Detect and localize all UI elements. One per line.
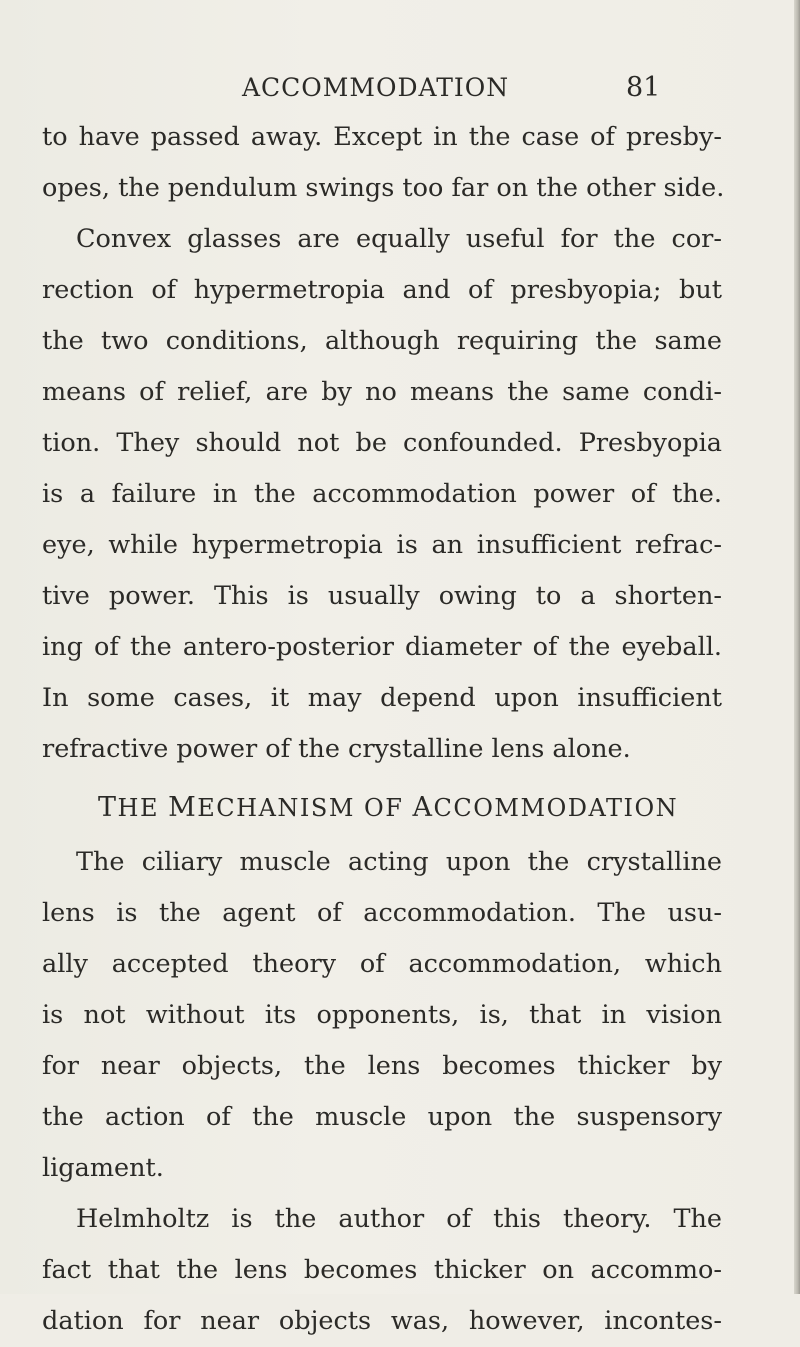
text-line: tive power. This is usually owing to a shorten- — [42, 581, 722, 611]
heading-initial: A — [412, 792, 434, 823]
running-header — [0, 70, 800, 110]
text-line: Convex glasses are equally useful for the cor- — [76, 224, 722, 254]
text-line: refractive power of the crystalline lens alone. — [42, 734, 631, 764]
heading-initial: M — [168, 792, 198, 823]
page-number: 81 — [626, 72, 661, 103]
text-line: is a failure in the accommodation power of the. — [42, 479, 722, 509]
text-line: the two conditions, although requiring the same — [42, 326, 722, 356]
heading-word-rest: ECHANISM — [197, 794, 355, 822]
heading-word-rest: HE — [117, 794, 159, 822]
text-line: means of relief, are by no means the same condi- — [42, 377, 722, 407]
text-line: to have passed away. Except in the case of presby- — [42, 122, 722, 152]
heading-word-rest: OF — [364, 794, 404, 822]
text-line: dation for near objects was, however, incontes- — [42, 1306, 722, 1336]
text-line: ally accepted theory of accommodation, which — [42, 949, 722, 979]
text-line: fact that the lens becomes thicker on accommo- — [42, 1255, 722, 1285]
text-line: The ciliary muscle acting upon the crystalline — [76, 847, 722, 877]
paragraph-2 — [42, 837, 722, 1194]
heading-word-rest: CCOMMODATION — [433, 794, 679, 822]
section-heading — [42, 775, 722, 837]
text-line: the action of the muscle upon the suspensory — [42, 1102, 722, 1132]
running-title: ACCOMMODATION — [242, 73, 510, 102]
text-line: tion. They should not be confounded. Presbyopia — [42, 428, 722, 458]
text-line: is not without its opponents, is, that in vision — [42, 1000, 722, 1030]
text-line: lens is the agent of accommodation. The usu- — [42, 898, 722, 928]
heading-initial: T — [98, 792, 118, 823]
text-line: Helmholtz is the author of this theory. The — [76, 1204, 722, 1234]
text-line: eye, while hypermetropia is an insufficient refrac- — [42, 530, 722, 560]
paragraph-3 — [42, 1194, 722, 1347]
text-line: rection of hypermetropia and of presbyopia; but — [42, 275, 722, 305]
page-edge-shadow — [794, 0, 800, 1294]
text-line: ligament. — [42, 1153, 164, 1183]
paragraph-1 — [42, 112, 725, 775]
text-line: for near objects, the lens becomes thicker by — [42, 1051, 722, 1081]
body-text — [42, 112, 725, 1347]
text-line: opes, the pendulum swings too far on the other side. — [42, 173, 725, 203]
text-line: In some cases, it may depend upon insufficient — [42, 683, 722, 713]
text-line: ing of the antero-posterior diameter of the eyeball. — [42, 632, 722, 662]
